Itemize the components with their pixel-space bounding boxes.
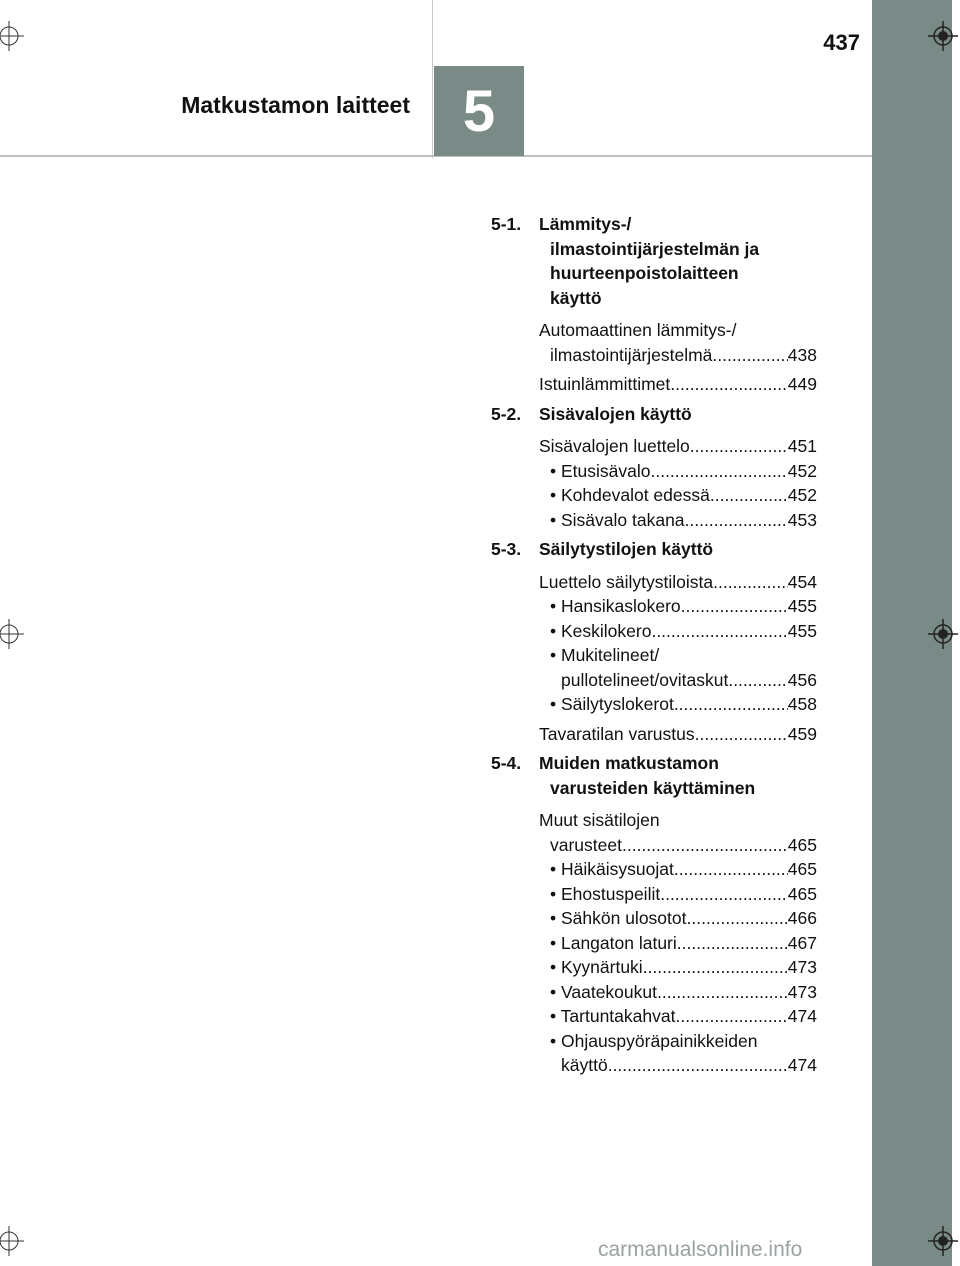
toc-entry[interactable] bbox=[539, 570, 817, 595]
toc-leader-dots bbox=[608, 1053, 788, 1078]
section-title-line: käyttö bbox=[550, 287, 602, 308]
toc-page-number: 451 bbox=[787, 436, 817, 456]
toc-entry-line: Automaattinen lämmitys-/ bbox=[539, 320, 737, 340]
toc-entry-group bbox=[539, 570, 817, 717]
toc-subentry-text: käyttö bbox=[561, 1055, 608, 1075]
toc-subentry[interactable] bbox=[539, 980, 817, 1005]
toc-subentry-text: • Sähkön ulosotot bbox=[550, 908, 687, 928]
chapter-number-box bbox=[434, 66, 524, 156]
toc-entry[interactable] bbox=[539, 343, 817, 368]
toc-leader-dots bbox=[712, 343, 787, 368]
toc-leader-dots bbox=[660, 882, 788, 907]
toc-subentry-text: • Tartuntakahvat bbox=[550, 1006, 676, 1026]
toc-page-number: 458 bbox=[787, 694, 817, 714]
toc-entry[interactable] bbox=[539, 434, 817, 459]
toc-subentry-text: • Keskilokero bbox=[550, 620, 652, 641]
toc-subentry[interactable] bbox=[539, 882, 817, 907]
crop-mark-icon bbox=[928, 21, 958, 51]
toc-page-number: 455 bbox=[787, 596, 817, 616]
crop-mark-icon bbox=[928, 1226, 958, 1256]
section-title-line: huurteenpoistolaitteen bbox=[550, 263, 739, 283]
toc-entry-text: ilmastointijärjestelmä bbox=[550, 344, 713, 365]
toc-leader-dots bbox=[657, 980, 788, 1005]
toc-page-number: 452 bbox=[787, 460, 817, 481]
toc-page-number: 453 bbox=[787, 509, 817, 530]
toc-section-heading bbox=[491, 751, 817, 800]
toc-subentry[interactable] bbox=[539, 857, 817, 882]
toc-subentry-text: • Hansikaslokero bbox=[550, 596, 681, 616]
toc-entry-text: varusteet bbox=[550, 834, 622, 855]
toc-page-number: 454 bbox=[787, 571, 817, 592]
toc-entry-line: Muut sisätilojen bbox=[539, 810, 660, 830]
section-number: 5-2. bbox=[491, 403, 522, 424]
toc-section-heading bbox=[491, 402, 817, 427]
toc-subentry-text: • Säilytyslokerot bbox=[550, 694, 674, 714]
toc-leader-dots bbox=[675, 1004, 787, 1029]
section-number: 5-3. bbox=[491, 539, 522, 559]
toc-page-number: 455 bbox=[787, 620, 817, 641]
toc-page-number: 473 bbox=[787, 957, 817, 977]
crop-mark-icon bbox=[928, 619, 958, 649]
toc-entry[interactable] bbox=[539, 833, 817, 858]
toc-leader-dots bbox=[643, 955, 788, 980]
toc-page-number: 467 bbox=[787, 932, 817, 953]
toc-subentry-text: • Sisävalo takana bbox=[550, 509, 685, 530]
toc-page-number: 459 bbox=[787, 723, 817, 744]
toc-page-number: 473 bbox=[787, 981, 817, 1002]
toc-entry-text: Istuinlämmittimet bbox=[539, 374, 671, 394]
toc-entry-group bbox=[539, 808, 817, 1078]
chapter-title: Matkustamon laitteet bbox=[181, 92, 410, 118]
toc-entry-group bbox=[539, 318, 817, 367]
toc-subentry[interactable] bbox=[539, 508, 817, 533]
crop-mark-icon bbox=[0, 1226, 24, 1256]
toc-page-number: 456 bbox=[787, 669, 817, 690]
toc-leader-dots bbox=[674, 857, 788, 882]
toc-leader-dots bbox=[650, 459, 787, 484]
toc-entry-text: Luettelo säilytystiloista bbox=[539, 571, 714, 592]
toc-subentry[interactable] bbox=[539, 1004, 817, 1029]
toc-entries bbox=[539, 318, 817, 397]
toc-page-number: 474 bbox=[787, 1055, 817, 1075]
toc-entry-text: Tavaratilan varustus bbox=[539, 723, 695, 744]
toc-subentry[interactable] bbox=[539, 931, 817, 956]
toc-subentry-text: • Ehostuspeilit bbox=[550, 883, 661, 904]
section-title-line: Muiden matkustamon bbox=[539, 753, 719, 773]
toc-page-number: 465 bbox=[787, 834, 817, 855]
toc-leader-dots bbox=[695, 722, 788, 747]
crop-mark-icon bbox=[0, 21, 24, 51]
toc-leader-dots bbox=[670, 372, 788, 397]
toc-entry[interactable] bbox=[539, 722, 817, 747]
header-divider-vertical bbox=[432, 0, 433, 158]
table-of-contents bbox=[491, 212, 817, 1083]
toc-entry-text: Sisävalojen luettelo bbox=[539, 436, 690, 456]
section-title bbox=[539, 212, 817, 310]
section-title bbox=[539, 537, 817, 562]
section-title-line: Lämmitys-/ bbox=[539, 214, 632, 234]
watermark: carmanualsonline.info bbox=[598, 1238, 803, 1261]
toc-subentry[interactable] bbox=[539, 692, 817, 717]
section-title-line: Sisävalojen käyttö bbox=[539, 403, 692, 424]
toc-leader-dots bbox=[710, 483, 788, 508]
toc-leader-dots bbox=[685, 508, 788, 533]
toc-leader-dots bbox=[713, 570, 788, 595]
section-number: 5-4. bbox=[491, 753, 522, 773]
toc-entries bbox=[539, 570, 817, 747]
toc-entry-group bbox=[539, 372, 817, 397]
toc-page-number: 466 bbox=[787, 908, 817, 928]
toc-subentry-line: • Mukitelineet/ bbox=[550, 645, 660, 665]
section-number: 5-1. bbox=[491, 214, 522, 234]
toc-leader-dots bbox=[687, 906, 788, 931]
toc-page-number: 438 bbox=[787, 344, 817, 365]
toc-subentry-text: • Häikäisysuojat bbox=[550, 859, 674, 879]
toc-subentry-text: • Vaatekoukut bbox=[550, 981, 657, 1002]
section-title-line: Säilytystilojen käyttö bbox=[539, 539, 714, 559]
toc-subentry-text: • Etusisävalo bbox=[550, 460, 651, 481]
toc-leader-dots bbox=[674, 692, 788, 717]
toc-page-number: 474 bbox=[787, 1006, 817, 1026]
chapter-number: 5 bbox=[462, 78, 496, 144]
toc-page-number: 465 bbox=[787, 883, 817, 904]
toc-leader-dots bbox=[690, 434, 788, 459]
toc-leader-dots bbox=[622, 833, 788, 858]
toc-subentry[interactable] bbox=[539, 906, 817, 931]
toc-page-number: 465 bbox=[787, 859, 817, 879]
toc-page-number: 449 bbox=[787, 374, 817, 394]
toc-entry-group bbox=[539, 722, 817, 747]
toc-entry[interactable] bbox=[539, 372, 817, 397]
toc-subentry[interactable] bbox=[539, 1053, 817, 1078]
crop-mark-icon bbox=[0, 619, 24, 649]
toc-subentry-line: • Ohjauspyöräpainikkeiden bbox=[550, 1030, 758, 1051]
toc-subentry[interactable] bbox=[539, 668, 817, 693]
page-number: 437 bbox=[823, 30, 860, 55]
toc-subentry[interactable] bbox=[539, 459, 817, 484]
toc-subentry-text: • Kyynärtuki bbox=[550, 957, 643, 977]
toc-subentry-text: pullotelineet/ovitaskut bbox=[561, 669, 729, 690]
section-title bbox=[539, 751, 817, 800]
toc-leader-dots bbox=[728, 668, 787, 693]
toc-entries bbox=[539, 434, 817, 532]
toc-entries bbox=[539, 808, 817, 1078]
toc-subentry[interactable] bbox=[539, 594, 817, 619]
toc-leader-dots bbox=[677, 931, 788, 956]
toc-subentry[interactable] bbox=[539, 483, 817, 508]
toc-subentry[interactable] bbox=[539, 619, 817, 644]
toc-leader-dots bbox=[651, 619, 787, 644]
toc-subentry-text: • Kohdevalot edessä bbox=[550, 485, 710, 505]
section-title bbox=[539, 402, 817, 427]
toc-entry-group bbox=[539, 434, 817, 532]
toc-subentry[interactable] bbox=[539, 955, 817, 980]
toc-subentry-text: • Langaton laturi bbox=[550, 932, 677, 953]
toc-page-number: 452 bbox=[787, 485, 817, 505]
toc-leader-dots bbox=[681, 594, 788, 619]
section-title-line: ilmastointijärjestelmän ja bbox=[550, 238, 760, 259]
toc-section-heading bbox=[491, 212, 817, 310]
toc-section-heading bbox=[491, 537, 817, 562]
section-title-line: varusteiden käyttäminen bbox=[550, 777, 756, 798]
